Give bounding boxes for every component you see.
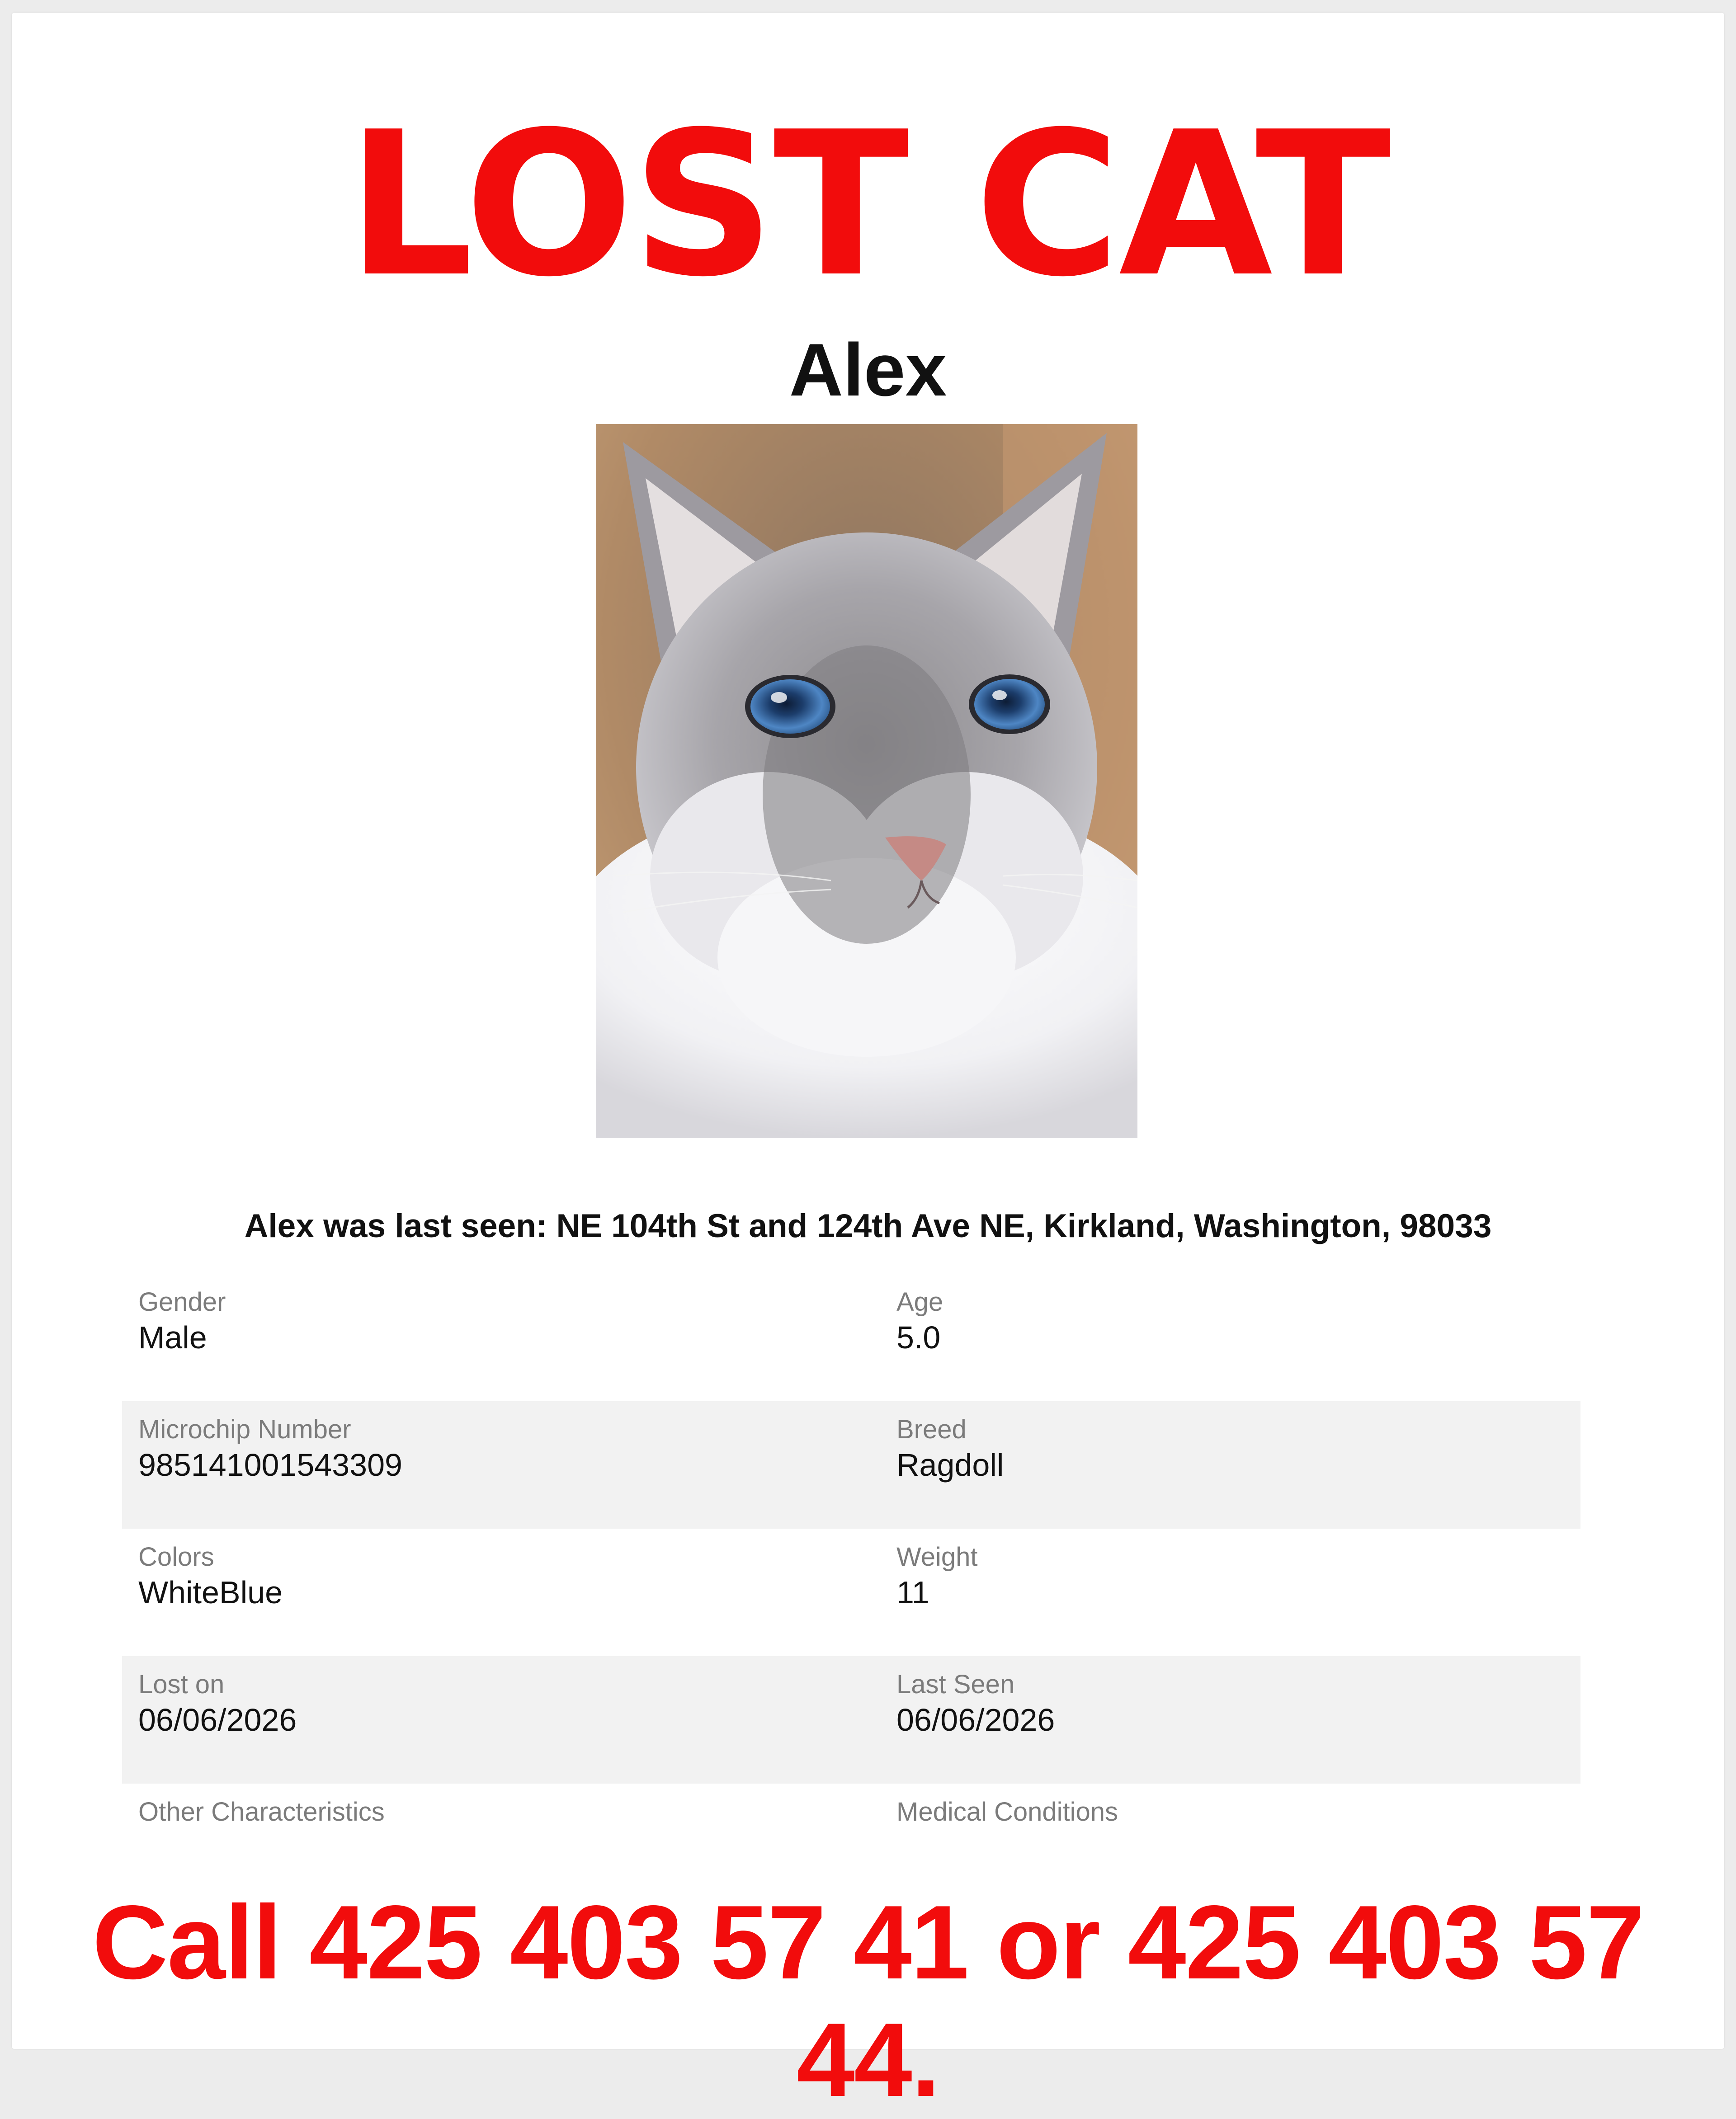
details-row (122, 1656, 1580, 1784)
detail-weight (896, 1541, 1575, 1656)
detail-label: Other Characteristics (138, 1797, 385, 1827)
detail-colors (138, 1541, 896, 1656)
poster-headline: LOST CAT (346, 89, 1390, 320)
detail-label: Medical Conditions (896, 1797, 1118, 1827)
pet-details-table (122, 1274, 1580, 1847)
detail-value: 06/06/2026 (138, 1702, 297, 1738)
detail-last-seen-date (896, 1669, 1575, 1784)
cat-photo-icon (596, 424, 1137, 1138)
detail-gender (138, 1286, 896, 1401)
last-seen-location: Alex was last seen: NE 104th St and 124th Ave NE, Kirkland, Washington, 98033 (244, 1208, 1492, 1244)
detail-medical-conditions (896, 1796, 1575, 1847)
lost-cat-poster (12, 13, 1724, 2119)
detail-value: Ragdoll (896, 1447, 1004, 1483)
detail-label: Last Seen (896, 1670, 1015, 1699)
detail-value: Male (138, 1320, 207, 1355)
detail-breed (896, 1414, 1575, 1529)
details-row (122, 1784, 1580, 1847)
detail-label: Gender (138, 1287, 226, 1317)
detail-age (896, 1286, 1575, 1401)
detail-label: Age (896, 1287, 943, 1317)
cat-photo (596, 424, 1137, 1138)
details-row (122, 1401, 1580, 1529)
detail-lost-on (138, 1669, 896, 1784)
details-row (122, 1529, 1580, 1656)
detail-label: Breed (896, 1415, 967, 1444)
detail-microchip (138, 1414, 896, 1529)
detail-label: Lost on (138, 1670, 225, 1699)
details-row (122, 1274, 1580, 1401)
pet-name: Alex (789, 328, 947, 411)
detail-label: Colors (138, 1542, 214, 1572)
detail-label: Weight (896, 1542, 978, 1572)
detail-value: 5.0 (896, 1320, 941, 1355)
detail-value: 06/06/2026 (896, 1702, 1055, 1738)
detail-value: 11 (896, 1575, 929, 1610)
detail-value: 985141001543309 (138, 1447, 402, 1483)
detail-other-characteristics (138, 1796, 896, 1847)
detail-label: Microchip Number (138, 1415, 351, 1444)
contact-phone-line: Call 425 403 57 41 or 425 403 57 44. (92, 1884, 1644, 2119)
detail-value: WhiteBlue (138, 1575, 283, 1610)
